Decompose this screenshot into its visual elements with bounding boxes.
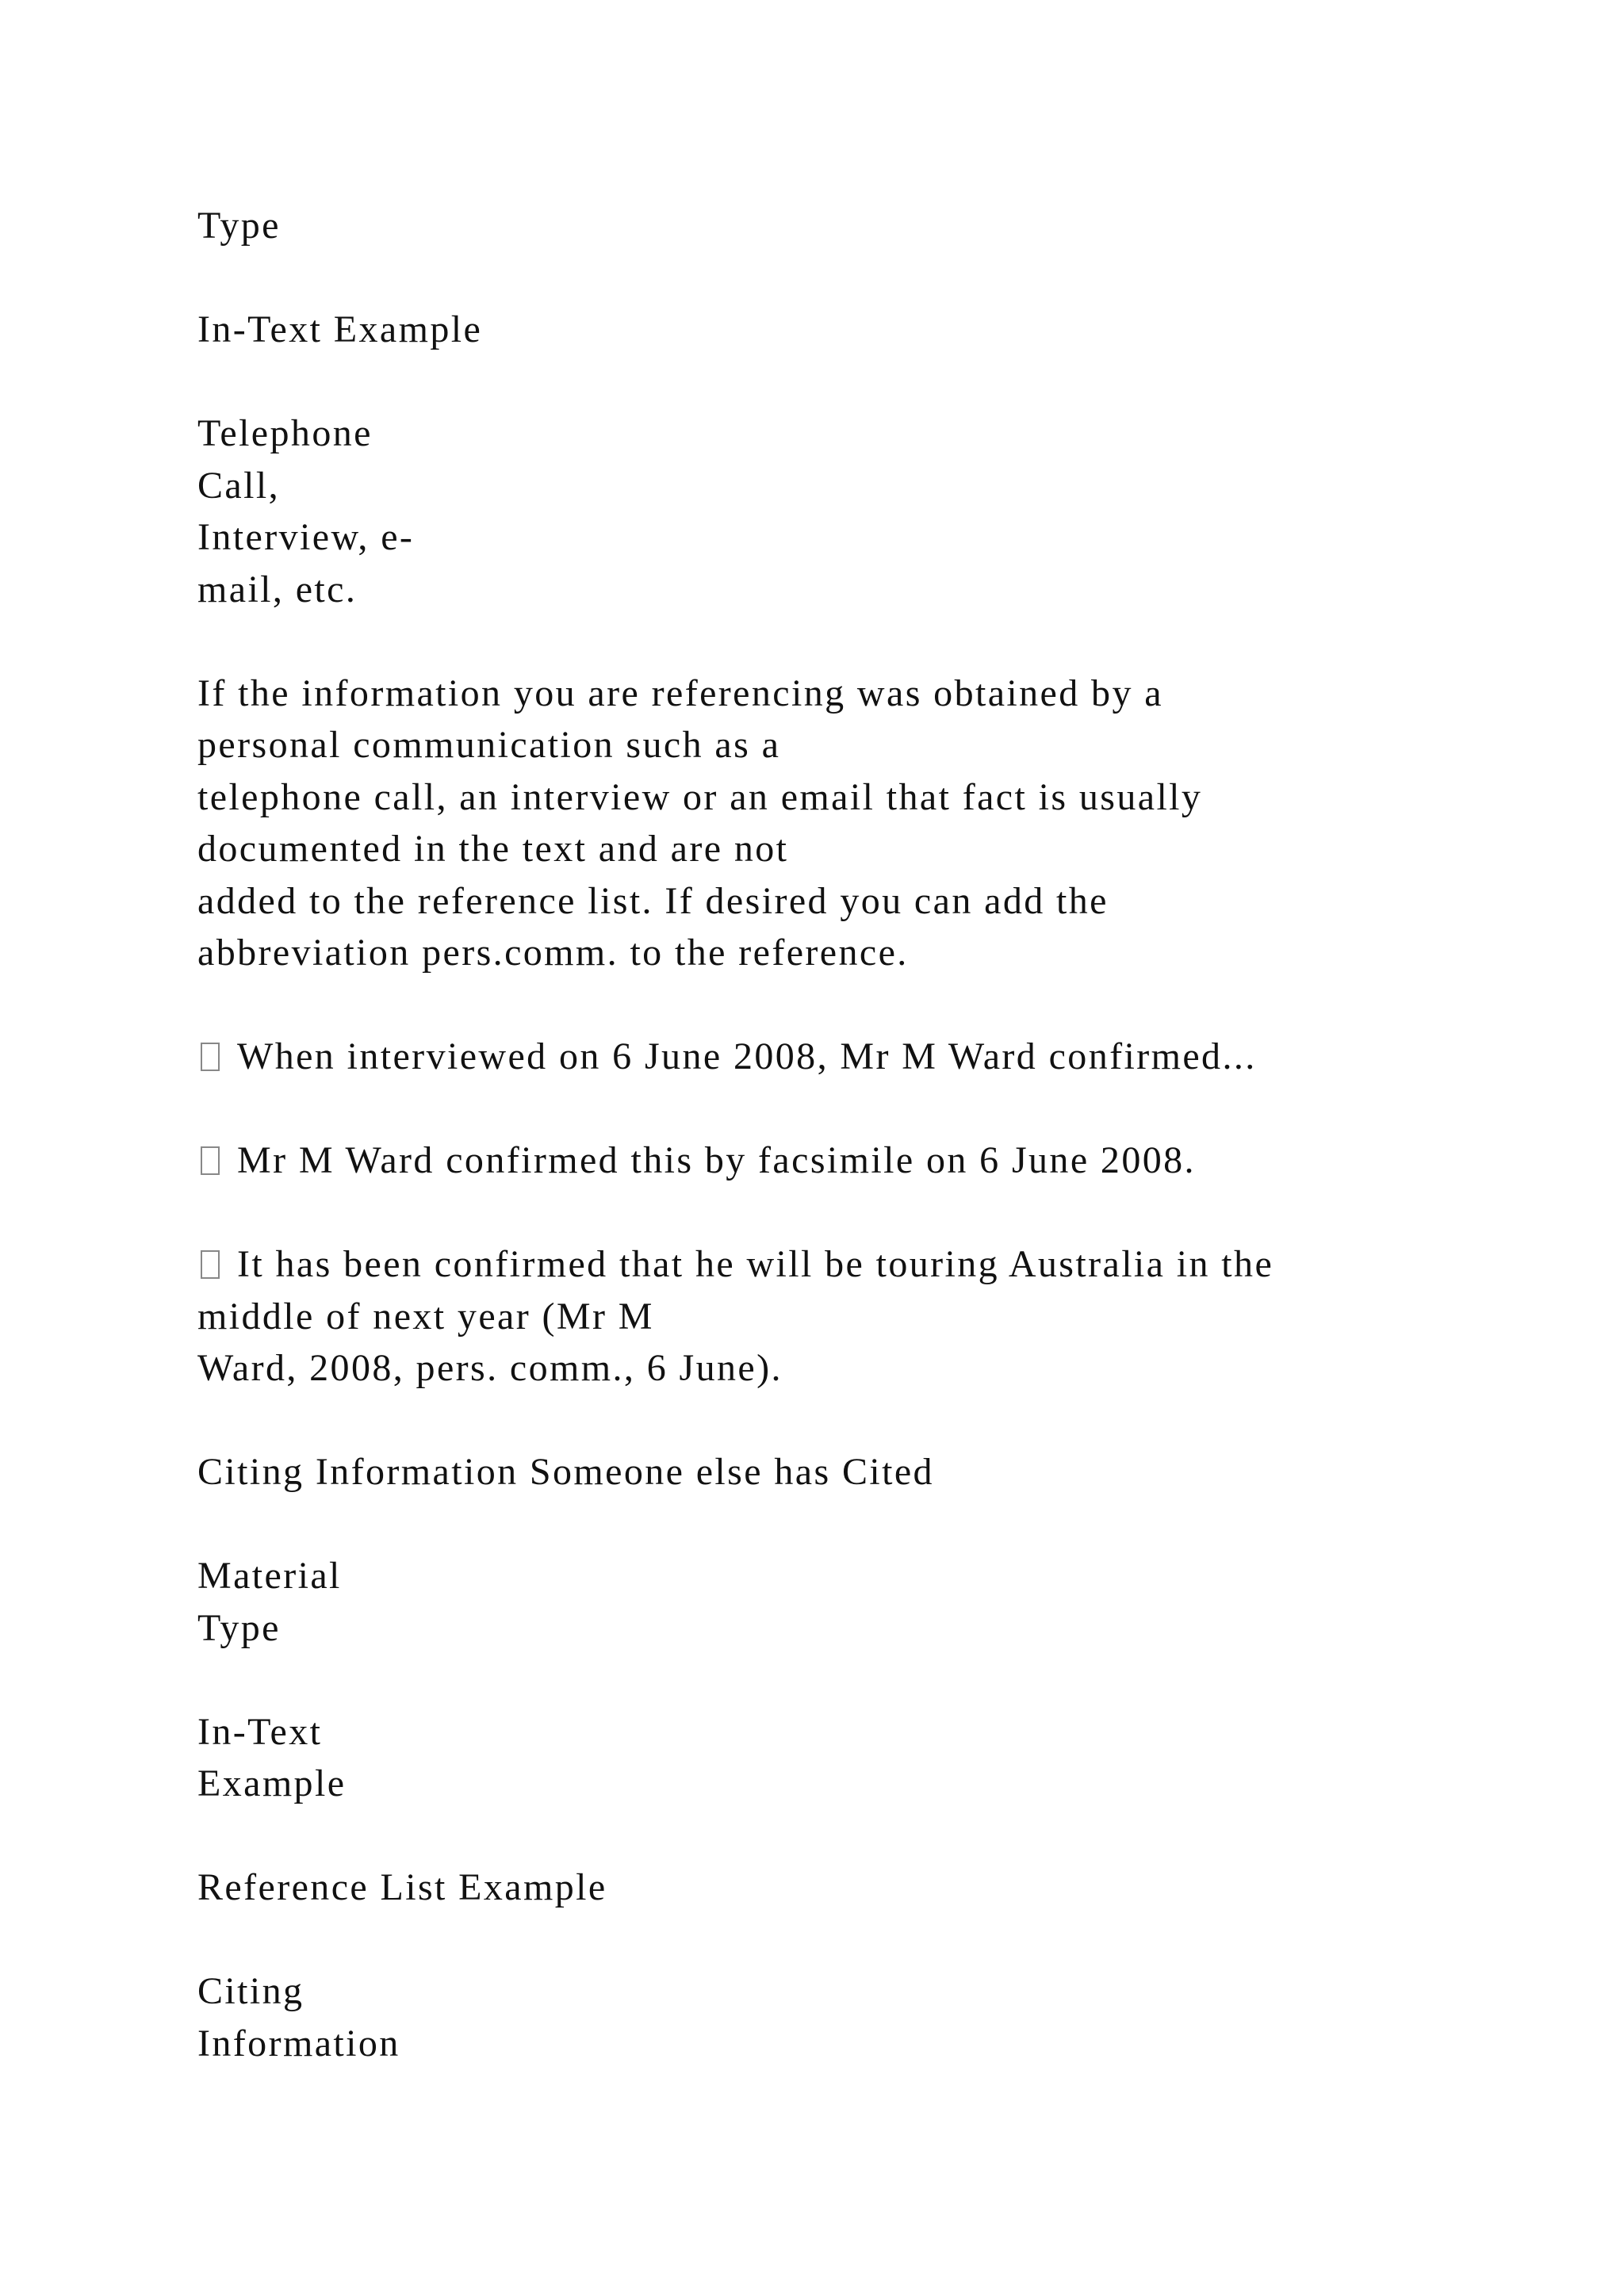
text-line: Call, xyxy=(197,464,280,507)
text-line: documented in the text and are not xyxy=(197,828,789,870)
citing-information-cell xyxy=(197,1965,1498,2069)
text-line: Information xyxy=(197,2022,400,2064)
text-line: Material xyxy=(197,1555,342,1597)
text-line: Citing xyxy=(197,1970,304,2012)
missing-glyph-icon xyxy=(201,1043,220,1071)
missing-glyph-icon xyxy=(201,1250,220,1279)
table-header-in-text-example xyxy=(197,304,1498,356)
text-line: telephone call, an interview or an email that fact is usually xyxy=(197,775,1203,818)
heading-text: Citing Information Someone else has Cited xyxy=(197,1451,934,1493)
section-heading xyxy=(197,1446,1498,1498)
table-header-material-type xyxy=(197,1550,1498,1654)
missing-glyph-icon xyxy=(201,1146,220,1175)
example-text: It has been confirmed that he will be touring Australia in the xyxy=(237,1243,1274,1285)
example-bullet-2 xyxy=(197,1135,1498,1187)
text-line: middle of next year (Mr M xyxy=(197,1295,654,1337)
example-bullet-3 xyxy=(197,1238,1498,1395)
text-line: mail, etc. xyxy=(197,568,358,610)
text-line: Telephone xyxy=(197,412,373,454)
text-line: personal communication such as a xyxy=(197,724,781,766)
table-header-type xyxy=(197,200,1498,252)
table-header-reference-list-example xyxy=(197,1862,1498,1914)
example-bullet-1 xyxy=(197,1031,1498,1083)
text-line: Ward, 2008, pers. comm., 6 June). xyxy=(197,1347,783,1389)
text-line: added to the reference list. If desired you can add the xyxy=(197,879,1109,922)
text-line: If the information you are referencing was obtained by a xyxy=(197,672,1163,714)
table-header-in-text-example-2 xyxy=(197,1706,1498,1810)
text-line: Example xyxy=(197,1762,347,1804)
text-line: Reference List Example xyxy=(197,1866,607,1908)
text-line: abbreviation pers.comm. to the reference. xyxy=(197,932,909,974)
example-text: When interviewed on 6 June 2008, Mr M Ward confirmed... xyxy=(237,1035,1257,1077)
header-text: Type xyxy=(197,205,281,247)
text-line: In-Text xyxy=(197,1710,323,1753)
example-text: Mr M Ward confirmed this by facsimile on 6 June 2008. xyxy=(237,1139,1196,1181)
document-body xyxy=(197,200,1498,2122)
header-text: In-Text Example xyxy=(197,308,483,350)
personal-communication-description xyxy=(197,668,1498,979)
material-type-cell xyxy=(197,408,1498,615)
text-line: Type xyxy=(197,1606,281,1649)
text-line: Interview, e- xyxy=(197,516,415,558)
